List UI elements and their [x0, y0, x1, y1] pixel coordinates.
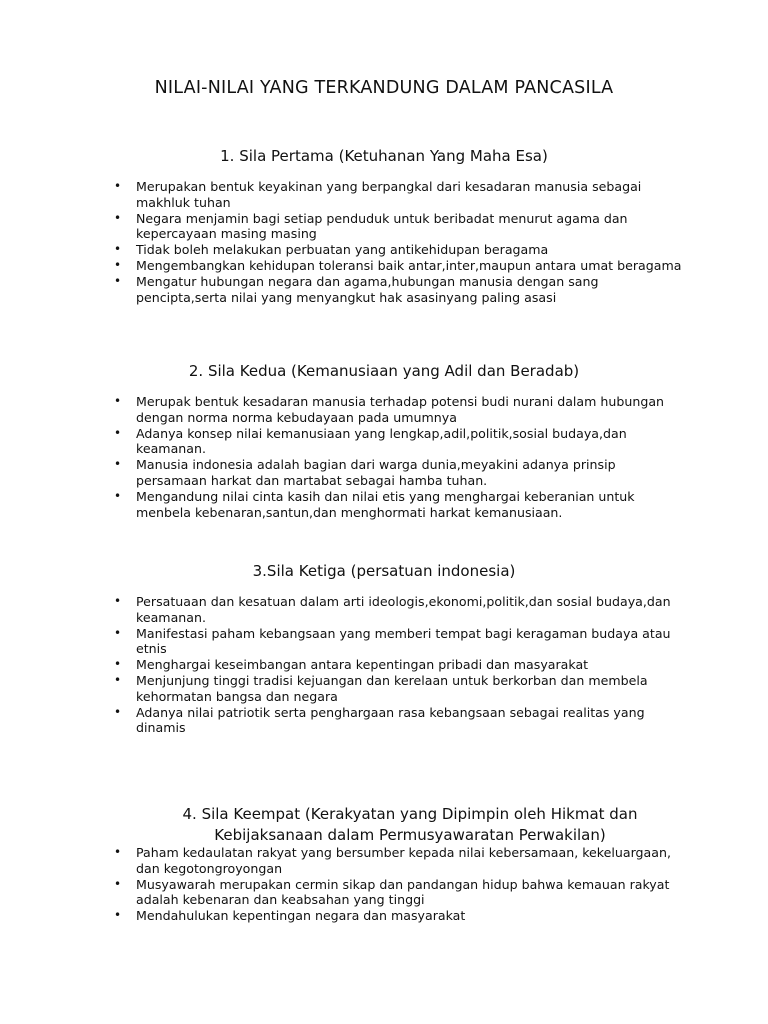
- list-item-text: Mengandung nilai cinta kasih dan nilai etis yang menghargai keberanian untuk menbela kebenaran,santun,dan menghormati harkat kemanusiaan.: [136, 488, 635, 520]
- bullet-icon: •: [114, 625, 122, 640]
- section-sila-pertama: [0, 146, 768, 167]
- bullet-icon: •: [114, 704, 122, 719]
- bullet-icon: •: [114, 594, 122, 608]
- list-item-text: Adanya konsep nilai kemanusiaan yang lengkap,adil,politik,sosial budaya,dan keamanan.: [136, 425, 627, 457]
- list-item: [0, 877, 768, 909]
- bullet-icon: •: [114, 179, 122, 193]
- list-item: [0, 626, 768, 658]
- list-item: [0, 274, 768, 306]
- section-heading: 3.Sila Ketiga (persatuan indonesia): [252, 562, 516, 580]
- list-item-text: Merupak bentuk kesadaran manusia terhadap potensi budi nurani dalam hubungan dengan norma norma kebudayaan pada umumnya: [136, 394, 665, 425]
- list-item-text: Mengatur hubungan negara dan agama,hubungan manusia dengan sang pencipta,serta nilai yang menyangkut hak asasinyang paling asasi: [136, 273, 599, 305]
- list-item: [0, 673, 768, 705]
- list-item-text: Merupakan bentuk keyakinan yang berpangkal dari kesadaran manusia sebagai makhluk tuhan: [136, 179, 642, 210]
- list-item: [0, 258, 768, 274]
- list-item: [0, 705, 768, 737]
- list-item: [0, 394, 768, 426]
- list-item-text: Mengembangkan kehidupan toleransi baik antar,inter,maupun antara umat beragama: [136, 257, 682, 273]
- list-item: [0, 594, 768, 626]
- bullet-icon: •: [114, 242, 122, 257]
- list-item: [0, 457, 768, 489]
- bullet-icon: •: [114, 657, 122, 672]
- list-item-text: Tidak boleh melakukan perbuatan yang antikehidupan beragama: [136, 242, 549, 258]
- bullet-icon: •: [114, 394, 122, 408]
- bullet-list-sila-kedua: [0, 394, 768, 520]
- section-sila-kedua: [0, 361, 768, 382]
- bullet-icon: •: [114, 257, 122, 272]
- list-item: [0, 489, 768, 521]
- section-heading: 2. Sila Kedua (Kemanusiaan yang Adil dan Beradab): [188, 362, 580, 380]
- bullet-icon: •: [114, 457, 122, 472]
- section-sila-ketiga: [0, 561, 768, 582]
- list-item-text: Manusia indonesia adalah bagian dari warga dunia,meyakini adanya prinsip persamaan harkat dan martabat sebagai hamba tuhan.: [136, 457, 616, 488]
- bullet-icon: •: [114, 425, 122, 440]
- bullet-list-sila-keempat: [0, 845, 768, 924]
- section-sila-keempat: [130, 804, 690, 846]
- list-item: [0, 845, 768, 877]
- list-item: [0, 179, 768, 211]
- list-item-text: Menghargai keseimbangan antara kepentingan pribadi dan masyarakat: [136, 657, 589, 673]
- bullet-icon: •: [114, 488, 122, 503]
- list-item-text: Manifestasi paham kebangsaan yang memberi tempat bagi keragaman budaya atau etnis: [136, 625, 671, 657]
- bullet-list-sila-ketiga: [0, 594, 768, 736]
- list-item: [0, 426, 768, 458]
- bullet-icon: •: [114, 876, 122, 891]
- bullet-list-sila-pertama: [0, 179, 768, 305]
- bullet-icon: •: [114, 273, 122, 288]
- section-heading: 1. Sila Pertama (Ketuhanan Yang Maha Esa): [220, 147, 548, 165]
- list-item-text: Paham kedaulatan rakyat yang bersumber kepada nilai kebersamaan, kekeluargaan, dan kegotongroyongan: [136, 845, 671, 876]
- list-item-text: Musyawarah merupakan cermin sikap dan pandangan hidup bahwa kemauan rakyat adalah kebenaran dan keabsahan yang tinggi: [136, 876, 670, 908]
- bullet-icon: •: [114, 210, 122, 225]
- list-item: [0, 657, 768, 673]
- section-heading: 4. Sila Keempat (Kerakyatan yang Dipimpin oleh Hikmat dan Kebijaksanaan dalam Permusyawaratan Perwakilan): [182, 805, 638, 844]
- list-item-text: Negara menjamin bagi setiap penduduk untuk beribadat menurut agama dan kepercayaan masing masing: [136, 210, 628, 242]
- list-item: [0, 211, 768, 243]
- bullet-icon: •: [114, 845, 122, 859]
- list-item-text: Adanya nilai patriotik serta penghargaan rasa kebangsaan sebagai realitas yang dinamis: [136, 704, 645, 736]
- list-item-text: Persatuaan dan kesatuan dalam arti ideologis,ekonomi,politik,dan sosial budaya,dan keamanan.: [136, 594, 671, 625]
- bullet-icon: •: [114, 908, 122, 923]
- list-item: [0, 908, 768, 924]
- list-item-text: Menjunjung tinggi tradisi kejuangan dan kerelaan untuk berkorban dan membela kehormatan bangsa dan negara: [136, 672, 648, 704]
- bullet-icon: •: [114, 672, 122, 687]
- document-title: NILAI-NILAI YANG TERKANDUNG DALAM PANCASILA: [154, 78, 614, 98]
- list-item: [0, 242, 768, 258]
- list-item-text: Mendahulukan kepentingan negara dan masyarakat: [136, 908, 466, 924]
